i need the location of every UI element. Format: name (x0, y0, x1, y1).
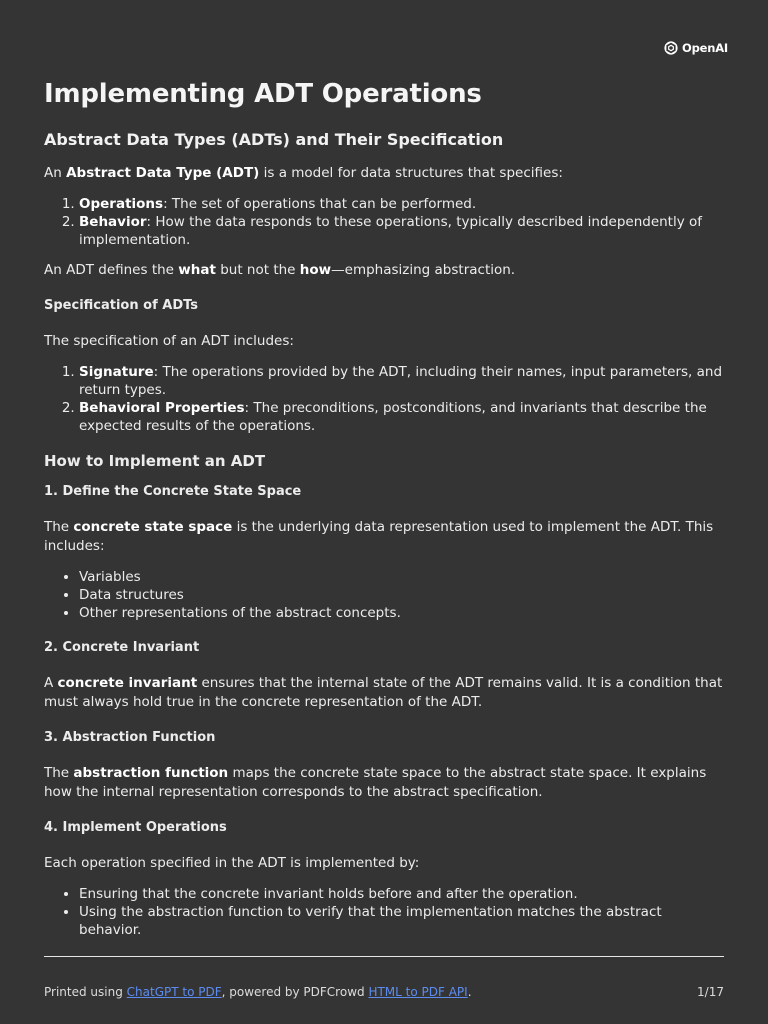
text: is a model for data structures that specifies: (259, 165, 563, 181)
spec-list (44, 363, 726, 435)
bold-term: Operations (79, 196, 164, 212)
step2-heading: 2. Concrete Invariant (44, 640, 200, 655)
footer-text: Printed using (44, 985, 127, 999)
page-number: 1/17 (697, 985, 724, 999)
openai-logo (663, 40, 728, 56)
bold-term: Abstract Data Type (ADT) (66, 165, 260, 181)
subheading-spec: Specification of ADTs (44, 298, 198, 313)
step2-text (44, 674, 726, 712)
list-item (79, 195, 726, 213)
step1-text (44, 518, 726, 556)
document-body (44, 76, 726, 951)
list-item: • Ensuring that the concrete invariant holds before and after the operation. (79, 885, 726, 903)
bold-term: Signature (79, 364, 154, 380)
bold-term: abstraction function (73, 765, 229, 781)
list-item (79, 399, 726, 435)
list-item: • Data structures (79, 586, 726, 604)
print-footer (44, 985, 724, 999)
footer-text: . (467, 985, 472, 999)
list-item (79, 213, 726, 249)
spec-intro: The specification of an ADT includes: (44, 333, 294, 349)
section-heading-adt: Abstract Data Types (ADTs) and Their Specification (44, 130, 504, 149)
text: : How the data responds to these operations, typically described independently of implementation. (79, 214, 703, 248)
html-to-pdf-api-link[interactable]: HTML to PDF API (368, 985, 468, 999)
text: A (44, 675, 58, 691)
adt-intro (44, 164, 726, 183)
logo-text: OpenAI (682, 41, 728, 55)
text: : The set of operations that can be performed. (163, 196, 477, 212)
bold-term: Behavior (79, 214, 147, 230)
step1-bullets (44, 568, 726, 622)
text: The (44, 765, 74, 781)
step3-heading: 3. Abstraction Function (44, 730, 216, 745)
text: An (44, 165, 67, 181)
step1-heading: 1. Define the Concrete State Space (44, 484, 302, 499)
text: but not the (215, 262, 300, 278)
text: maps the concrete state space to the abstract state space. It explains how the internal representation corresponds to the abstract specification. (44, 765, 707, 800)
adt-spec-list (44, 195, 726, 249)
list-item: • Variables (79, 568, 726, 586)
step4-text: Each operation specified in the ADT is implemented by: (44, 855, 420, 871)
text: The (44, 519, 74, 535)
text: —emphasizing abstraction. (331, 262, 516, 278)
text: : The preconditions, postconditions, and invariants that describe the expected results of the operations. (79, 400, 707, 434)
step3-text (44, 764, 726, 802)
chatgpt-to-pdf-link[interactable]: ChatGPT to PDF (126, 985, 222, 999)
page-title: Implementing ADT Operations (44, 79, 482, 109)
bold-term: concrete invariant (57, 675, 198, 691)
text: is the underlying data representation used to implement the ADT. This includes: (44, 519, 714, 554)
bold-term: concrete state space (73, 519, 233, 535)
bold-term: what (178, 262, 216, 278)
bold-term: Behavioral Properties (79, 400, 245, 416)
list-item: • Using the abstraction function to verify that the implementation matches the abstract behavior. (79, 903, 726, 939)
openai-knot-icon (663, 40, 679, 56)
text: ensures that the internal state of the ADT remains valid. It is a condition that must always hold true in the concrete representation of the ADT. (44, 675, 723, 710)
bold-term: how (299, 262, 332, 278)
text: An ADT defines the (44, 262, 179, 278)
footer-divider (44, 956, 724, 957)
list-item: • Other representations of the abstract concepts. (79, 604, 726, 622)
adt-what-how (44, 261, 726, 280)
text: : The operations provided by the ADT, including their names, input parameters, and return types. (79, 364, 723, 398)
step4-bullets (44, 885, 726, 939)
footer-text: , powered by PDFCrowd (221, 985, 369, 999)
section-heading-implement: How to Implement an ADT (44, 452, 266, 470)
step4-heading: 4. Implement Operations (44, 820, 227, 835)
list-item (79, 363, 726, 399)
